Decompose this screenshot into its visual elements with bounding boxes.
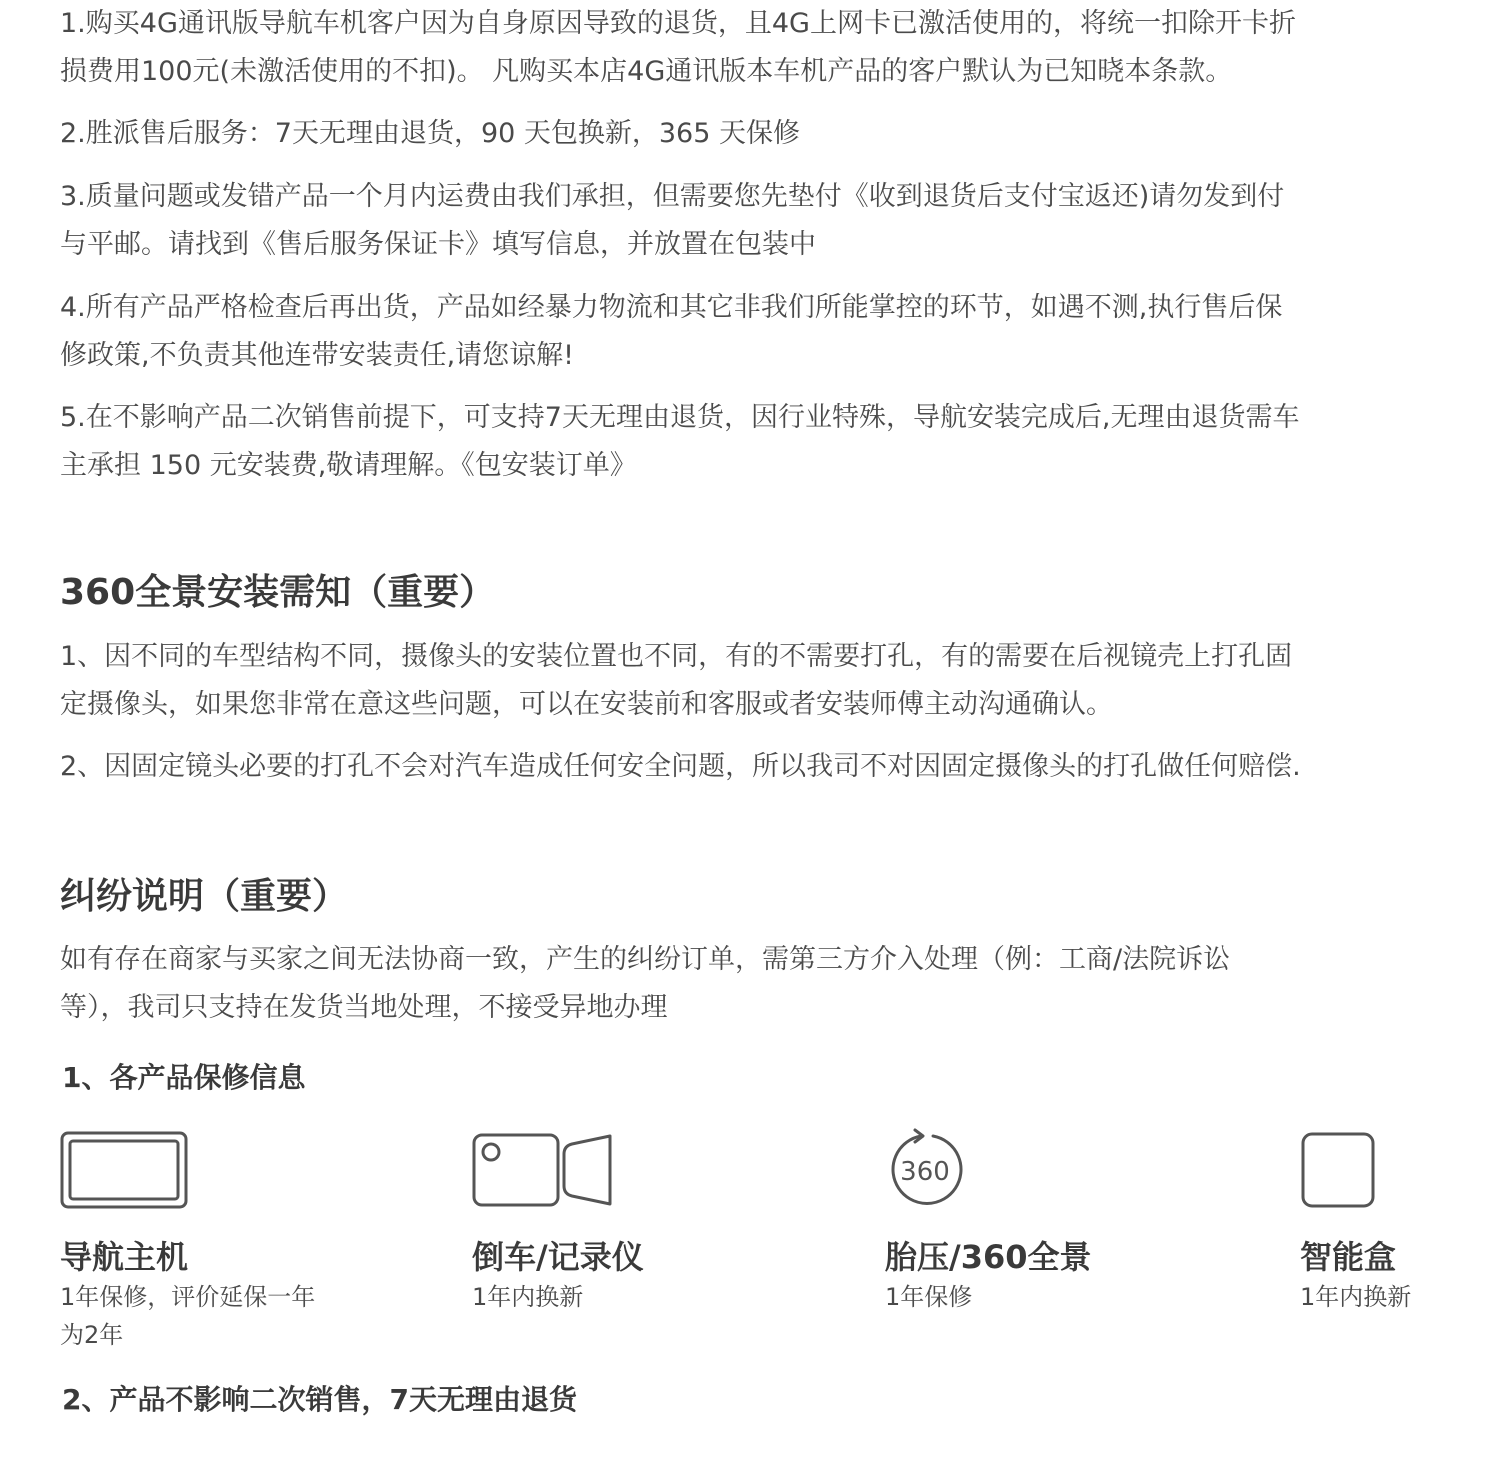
- policy-item-3-line-1: 3.质量问题或发错产品一个月内运费由我们承担，但需要您先垫付《收到退货后支付宝返还)请勿发到付: [60, 181, 1285, 212]
- install-item-1: [60, 633, 1292, 729]
- install-item-1-line-1: 1、因不同的车型结构不同，摄像头的安装位置也不同，有的不需要打孔，有的需要在后视镜壳上打孔固: [60, 641, 1293, 672]
- warranty-item-desc: [1300, 1278, 1411, 1316]
- policy-item-2-line-1: 2.胜派售后服务：7天无理由退货，90 天包换新，365 天保修: [60, 118, 800, 149]
- install-item-2-line-1: 2、因固定镜头必要的打孔不会对汽车造成任何安全问题，所以我司不对因固定摄像头的打孔做任何赔偿.: [60, 751, 1301, 782]
- camera-icon: [472, 1128, 618, 1214]
- policy-item-5-line-2: 主承担 150 元安装费,敬请理解。《包安装订单》: [60, 450, 637, 481]
- warranty-item-name: 智能盒: [1300, 1238, 1397, 1276]
- policy-item-3-line-2: 与平邮。请找到《售后服务保证卡》填写信息，并放置在包装中: [60, 229, 816, 260]
- install-section-title: 360全景安装需知（重要）: [60, 572, 496, 613]
- dispute-text: [60, 936, 1230, 1032]
- warranty-item-desc-line-1: 1年保修: [885, 1283, 973, 1311]
- warranty-item-camera: [472, 1128, 644, 1311]
- policy-item-2: [60, 110, 800, 158]
- dispute-text-line-2: 等），我司只支持在发货当地处理，不接受异地办理: [60, 992, 668, 1023]
- warranty-item-360: [885, 1128, 1092, 1311]
- tablet-icon: [60, 1128, 190, 1214]
- 360-icon-text: 360: [900, 1157, 950, 1187]
- warranty-item-desc: [60, 1278, 315, 1354]
- warranty-item-name: 导航主机: [60, 1238, 189, 1276]
- policy-item-5: [60, 394, 1300, 490]
- box-icon: [1300, 1128, 1380, 1214]
- warranty-item-desc: [472, 1278, 583, 1316]
- policy-item-1-line-2: 损费用100元(未激活使用的不扣)。 凡购买本店4G通讯版本车机产品的客户默认为已知晓本条款。: [60, 56, 1233, 87]
- warranty-item-navigation-host: [60, 1128, 316, 1349]
- policy-item-3: [60, 173, 1284, 269]
- policy-item-1-line-1: 1.购买4G通讯版导航车机客户因为自身原因导致的退货，且4G上网卡已激活使用的，将统一扣除开卡折: [60, 8, 1296, 39]
- policy-item-4-line-1: 4.所有产品严格检查后再出货，产品如经暴力物流和其它非我们所能掌控的环节，如遇不测,执行售后保: [60, 292, 1283, 323]
- 360-rotate-icon: [885, 1128, 969, 1214]
- warranty-item-name: 胎压/360全景: [885, 1238, 1092, 1276]
- policy-item-5-line-1: 5.在不影响产品二次销售前提下，可支持7天无理由退货，因行业特殊，导航安装完成后,无理由退货需车: [60, 402, 1300, 433]
- warranty-item-desc-line-1: 1年内换新: [1300, 1283, 1412, 1311]
- policy-item-1: [60, 0, 1296, 96]
- warranty-section-title: 1、各产品保修信息: [62, 1061, 306, 1094]
- dispute-section-title: 纠纷说明（重要）: [60, 876, 349, 917]
- return-note: 2、产品不影响二次销售，7天无理由退货: [62, 1383, 577, 1416]
- policy-item-4-line-2: 修政策,不负责其他连带安装责任,请您谅解!: [60, 340, 574, 371]
- warranty-item-desc-line-1: 1年内换新: [472, 1283, 584, 1311]
- warranty-item-name: 倒车/记录仪: [472, 1238, 644, 1276]
- warranty-item-smart-box: [1300, 1128, 1412, 1311]
- warranty-item-desc-line-2: 为2年: [60, 1321, 124, 1349]
- dispute-text-line-1: 如有存在商家与买家之间无法协商一致，产生的纠纷订单，需第三方介入处理（例：工商/法院诉讼: [60, 944, 1231, 975]
- install-item-1-line-2: 定摄像头，如果您非常在意这些问题，可以在安装前和客服或者安装师傅主动沟通确认。: [60, 689, 1113, 720]
- warranty-item-desc-line-1: 1年保修，评价延保一年: [60, 1283, 316, 1311]
- policy-item-4: [60, 284, 1282, 380]
- install-item-2: [60, 743, 1301, 791]
- warranty-item-desc: [885, 1278, 972, 1316]
